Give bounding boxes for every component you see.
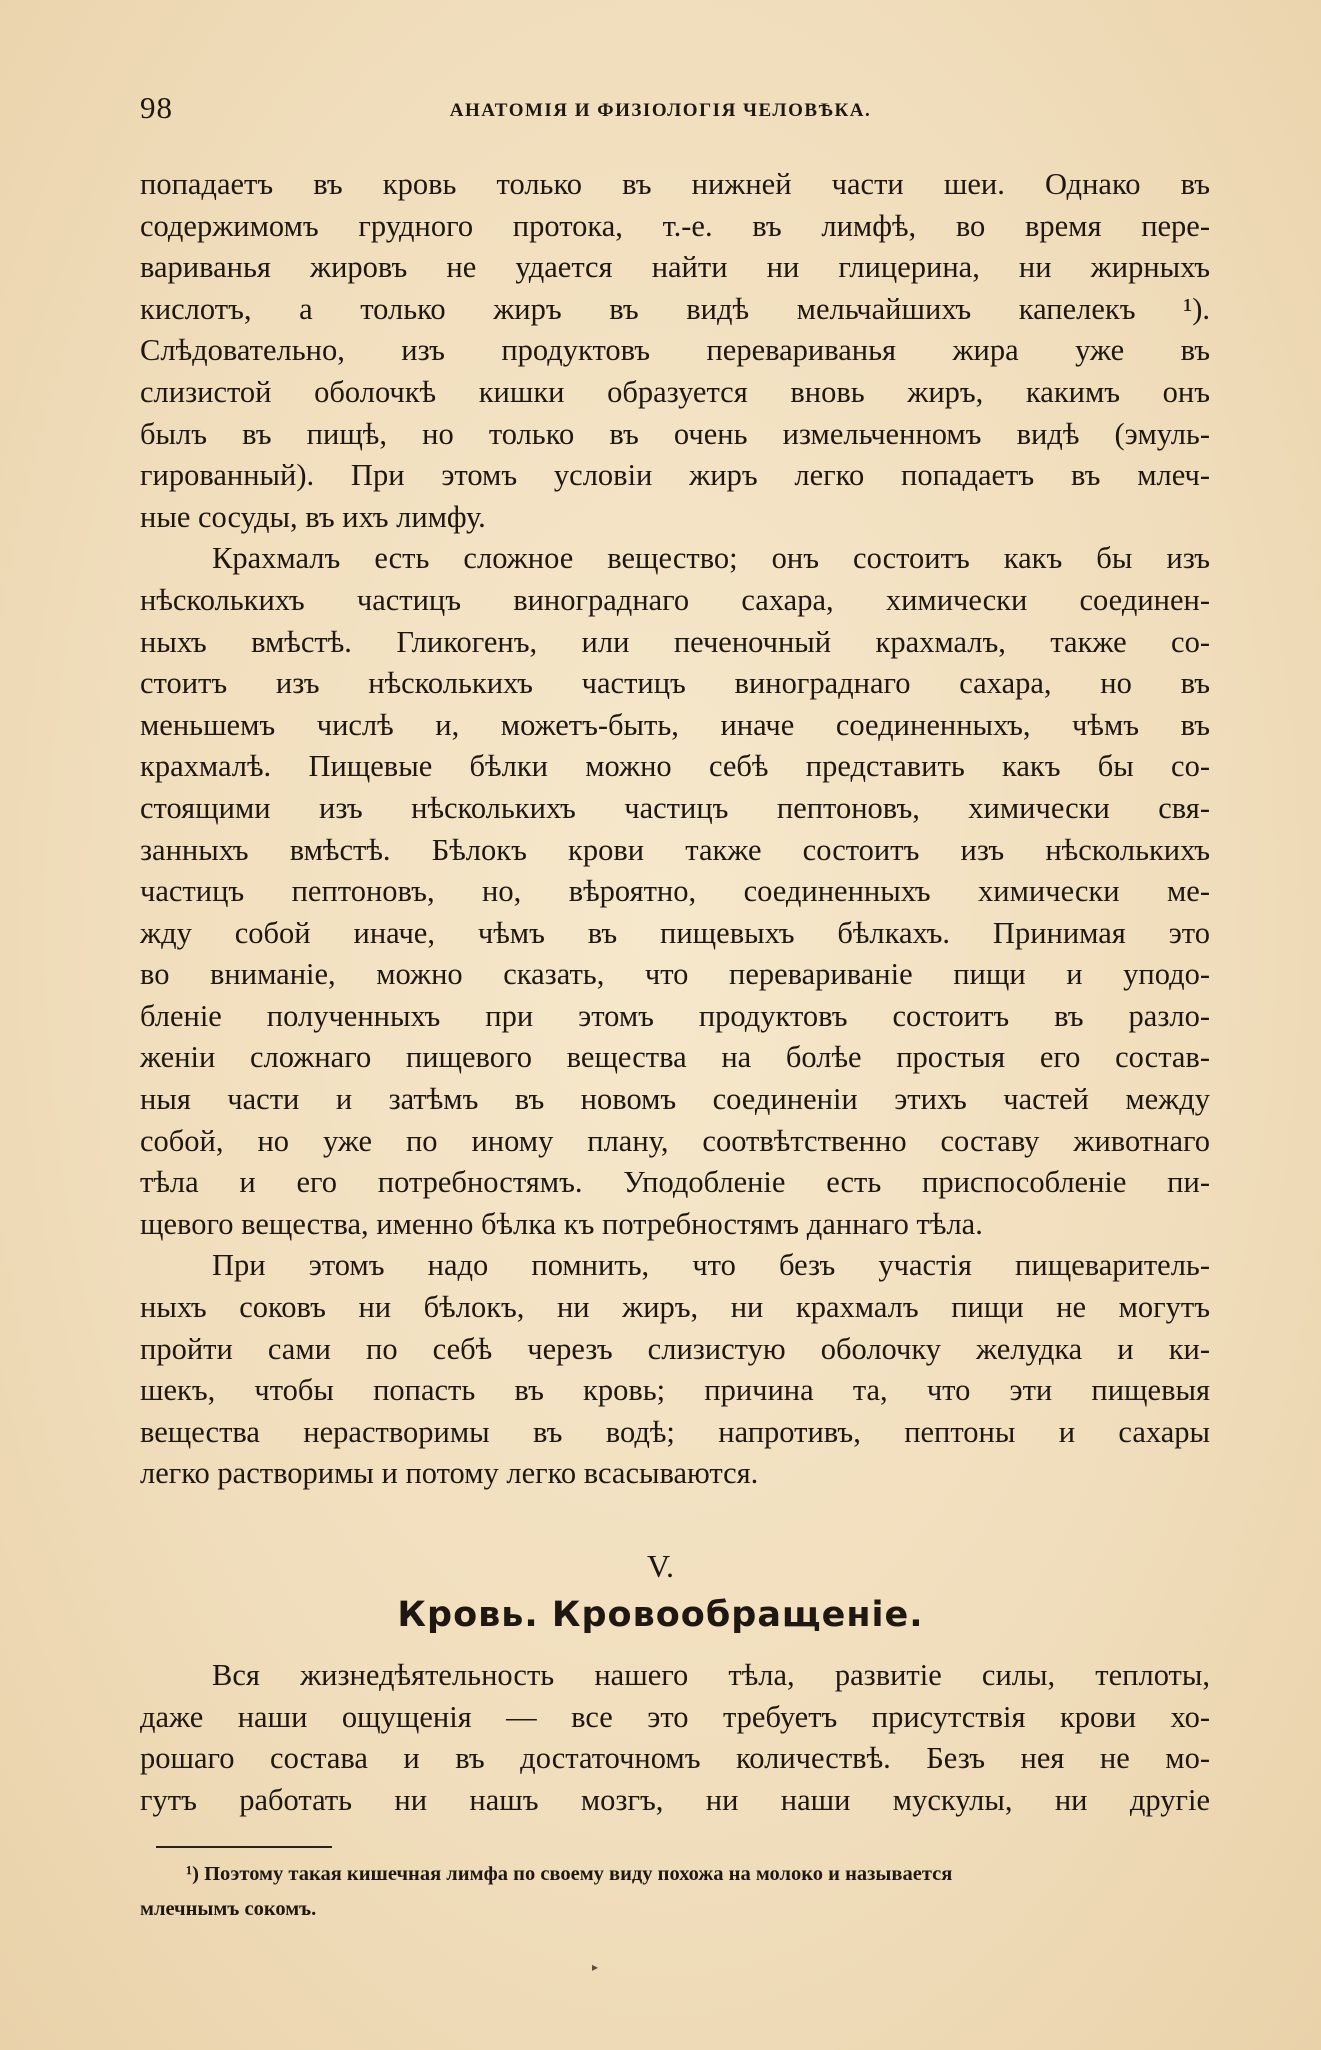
- paragraph-line: занныхъ вмѣстѣ. Бѣлокъ крови также состоитъ изъ нѣсколькихъ: [140, 832, 1210, 867]
- paragraph-line: во вниманіе, можно сказать, что перевариваніе пищи и уподо-: [140, 957, 1210, 992]
- paragraph-line: жду собой иначе, чѣмъ въ пищевыхъ бѣлкахъ. Принимая это: [140, 915, 1210, 950]
- paragraph-line: женіи сложнаго пищевого вещества на болѣе простыя его состав-: [140, 1040, 1210, 1075]
- footnote-line: ¹) Поэтому такая кишечная лимфа по своему виду похожа на молоко и называется: [186, 1863, 953, 1885]
- paragraph-line: нѣсколькихъ частицъ винограднаго сахара, химически соединен-: [140, 582, 1210, 617]
- paragraph-line: гированный). При этомъ условіи жиръ легко попадаетъ въ млеч-: [140, 458, 1210, 493]
- paragraph-line: кислотъ, а только жиръ въ видѣ мельчайшихъ капелекъ ¹).: [140, 291, 1210, 326]
- paragraph-line: При этомъ надо помнить, что безъ участія пищеваритель-: [212, 1248, 1210, 1283]
- paragraph-line: Вся жизнедѣятельность нашего тѣла, развитіе силы, теплоты,: [212, 1658, 1210, 1692]
- footnote-line: млечнымъ сокомъ.: [140, 1898, 317, 1920]
- paragraph-line: былъ въ пищѣ, но только въ очень измельченномъ видѣ (эмуль-: [140, 416, 1210, 451]
- paragraph-line: ныхъ вмѣстѣ. Гликогенъ, или печеночный крахмалъ, также со-: [140, 624, 1210, 659]
- print-mark: ▸: [592, 1960, 599, 1974]
- footnote-divider: [156, 1846, 332, 1848]
- running-head: АНАТОМІЯ И ФИЗІОЛОГІЯ ЧЕЛОВѢКА.: [449, 100, 872, 121]
- section-number: V.: [647, 1548, 674, 1584]
- paragraph-line: рошаго состава и въ достаточномъ количествѣ. Безъ нея не мо-: [140, 1741, 1210, 1776]
- paragraph-line: даже наши ощущенія — все это требуетъ присутствія крови хо-: [140, 1699, 1210, 1734]
- section-title: Кровь. Кровообращеніе.: [397, 1595, 924, 1635]
- paragraph-line: бленіе полученныхъ при этомъ продуктовъ состоитъ въ разло-: [140, 998, 1210, 1033]
- paragraph-line: стоитъ изъ нѣсколькихъ частицъ винограднаго сахара, но въ: [140, 666, 1210, 701]
- paragraph-line: крахмалѣ. Пищевые бѣлки можно себѣ представить какъ бы со-: [140, 749, 1210, 784]
- paragraph-line: ныхъ соковъ ни бѣлокъ, ни жиръ, ни крахмалъ пищи не могутъ: [140, 1290, 1210, 1325]
- paragraph-line: стоящими изъ нѣсколькихъ частицъ пептоновъ, химически свя-: [140, 790, 1210, 825]
- paragraph-line: тѣла и его потребностямъ. Уподобленіе есть приспособленіе пи-: [140, 1165, 1210, 1200]
- paragraph-line: пройти сами по себѣ черезъ слизистую оболочку желудка и ки-: [140, 1331, 1210, 1366]
- paragraph-line: содержимомъ грудного протока, т.-е. въ лимфѣ, во время пере-: [140, 208, 1210, 243]
- paragraph-line: вещества нерастворимы въ водѣ; напротивъ, пептоны и сахары: [140, 1414, 1210, 1449]
- body-text: [140, 164, 1210, 1495]
- section-text: [140, 1655, 1210, 1821]
- paragraph-line: щевого вещества, именно бѣлка къ потребностямъ даннаго тѣла.: [140, 1206, 983, 1241]
- paragraph-line: слизистой оболочкѣ кишки образуется вновь жиръ, какимъ онъ: [140, 374, 1210, 409]
- paragraph-line: ные сосуды, въ ихъ лимфу.: [140, 499, 486, 534]
- paragraph-line: вариванья жировъ не удается найти ни глицерина, ни жирныхъ: [140, 250, 1210, 285]
- paragraph-line: частицъ пептоновъ, но, вѣроятно, соединенныхъ химически ме-: [140, 874, 1210, 909]
- paragraph-line: легко растворимы и потому легко всасываются.: [140, 1456, 759, 1491]
- footnote: [140, 1857, 1210, 1927]
- paragraph-line: меньшемъ числѣ и, можетъ-быть, иначе соединенныхъ, чѣмъ въ: [140, 707, 1210, 742]
- page-number: 98: [140, 90, 173, 125]
- paragraph-line: Крахмалъ есть сложное вещество; онъ состоитъ какъ бы изъ: [212, 541, 1210, 576]
- paragraph-line: попадаетъ въ кровь только въ нижней части шеи. Однако въ: [140, 167, 1210, 201]
- paragraph-line: собой, но уже по иному плану, соотвѣтственно составу животнаго: [140, 1123, 1210, 1158]
- paragraph-line: Слѣдовательно, изъ продуктовъ перевариванья жира уже въ: [140, 333, 1210, 368]
- paragraph-line: гутъ работать ни нашъ мозгъ, ни наши мускулы, ни другіе: [140, 1782, 1210, 1817]
- paragraph-line: ныя части и затѣмъ въ новомъ соединеніи этихъ частей между: [140, 1082, 1210, 1117]
- paragraph-line: шекъ, чтобы попасть въ кровь; причина та, что эти пищевыя: [140, 1373, 1210, 1408]
